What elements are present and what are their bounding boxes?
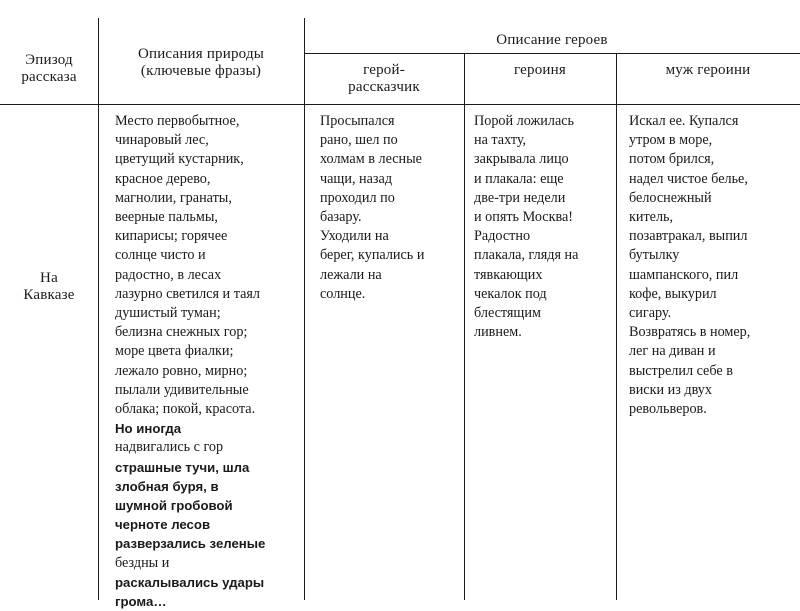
heroine-line: блестящим (474, 305, 541, 322)
husband-line: позавтракал, выпил (629, 228, 748, 245)
nature-line: чинаровый лес, (115, 132, 209, 149)
narrator-line: чащи, назад (320, 170, 393, 187)
header-nature-line1: Описания природы (137, 46, 265, 62)
narrator-line: рано, шел по (320, 132, 398, 149)
header-heroes-group: Описание героев (496, 32, 608, 48)
heroine-line: и опять Москва! (474, 209, 574, 226)
rule-col-4 (616, 54, 617, 600)
narrator-line: холмам в лесные (320, 151, 422, 168)
narrator-line: Просыпался (320, 113, 395, 129)
header-episode-line1: Эпизод (25, 52, 73, 68)
heroine-line: Радостно (474, 228, 531, 245)
rule-heroes-group (304, 53, 800, 54)
nature-line: цветущий кустарник, (115, 151, 244, 168)
husband-line: утром в море, (629, 132, 713, 149)
header-husband: муж героини (665, 62, 751, 78)
cell-nature (115, 112, 303, 611)
nature-line: разверзались зеленые (115, 536, 266, 552)
cell-episode-line2: Кавказе (23, 287, 75, 303)
husband-line: Искал ее. Купался (629, 113, 739, 129)
heroine-line: чекалок под (474, 285, 547, 302)
narrator-line: лежали на (320, 266, 382, 283)
heroine-line: две-три недели (474, 189, 566, 206)
cell-episode (0, 270, 98, 304)
header-hero-narrator (304, 62, 464, 96)
nature-line: кипарисы; горячее (115, 228, 228, 245)
header-nature-line2: (ключевые фразы) (140, 63, 262, 79)
narrator-line: базару. (320, 209, 362, 226)
nature-line: злобная буря, в (115, 478, 219, 494)
husband-line: шампанского, пил (629, 266, 739, 283)
rule-col-3 (464, 54, 465, 600)
nature-line: облака; покой, красота. (115, 401, 256, 418)
heroine-line: плакала, глядя на (474, 247, 579, 264)
nature-line: Место первобытное, (115, 113, 240, 129)
heroine-line: и плакала: еще (474, 170, 564, 187)
header-episode (0, 52, 98, 86)
husband-line: потом брился, (629, 151, 715, 168)
header-hero-narrator-line1: герой- (363, 62, 405, 78)
heroine-line: на тахту, (474, 132, 527, 149)
husband-line: сигару. (629, 305, 672, 322)
nature-line: раскалывались удары (115, 574, 265, 590)
narrator-line: берег, купались и (320, 247, 425, 264)
husband-line: лег на диван и (629, 343, 716, 360)
nature-line: красное дерево, (115, 170, 211, 187)
nature-line: веерные пальмы, (115, 209, 218, 226)
header-hero-narrator-line2: рассказчик (348, 79, 420, 95)
nature-line: пылали удивительные (115, 381, 249, 398)
nature-line: лазурно светился и таял (115, 285, 260, 302)
heroine-line: тявкающих (474, 266, 543, 283)
heroine-line: закрывала лицо (474, 151, 569, 168)
nature-line: грома… (115, 594, 167, 610)
husband-line: белоснежный (629, 189, 712, 206)
husband-line: надел чистое белье, (629, 170, 748, 187)
husband-line: кофе, выкурил (629, 285, 717, 302)
nature-line: надвигались с гор (115, 439, 224, 456)
rule-header-bottom (0, 104, 800, 105)
husband-line: Возвратясь в номер, (629, 324, 751, 341)
heroine-line: ливнем. (474, 324, 522, 341)
header-episode-line2: рассказа (21, 69, 77, 85)
nature-line: душистый туман; (115, 305, 221, 322)
nature-line: магнолии, гранаты, (115, 189, 232, 206)
rule-col-1 (98, 18, 99, 600)
nature-line: радостно, в лесах (115, 266, 222, 283)
nature-line: белизна снежных гор; (115, 324, 248, 341)
nature-line: шумной гробовой (115, 498, 233, 514)
nature-line: солнце чисто и (115, 247, 206, 264)
rule-col-2 (304, 18, 305, 600)
nature-line: Но иногда (115, 421, 182, 437)
cell-husband (629, 112, 799, 419)
husband-line: выстрелил себе в (629, 362, 733, 379)
husband-line: револьверов. (629, 401, 707, 418)
cell-episode-line1: На (40, 270, 58, 286)
nature-line: бездны и (115, 554, 170, 571)
header-heroine: героиня (514, 62, 566, 78)
narrator-line: проходил по (320, 189, 395, 206)
nature-line: черноте лесов (115, 517, 211, 533)
nature-line: страшные тучи, шла (115, 459, 250, 475)
nature-line: море цвета фиалки; (115, 343, 234, 360)
cell-heroine (474, 112, 615, 342)
husband-line: виски из двух (629, 381, 712, 398)
husband-line: китель, (629, 209, 674, 226)
heroine-line: Порой ложилась (474, 113, 575, 129)
nature-line: лежало ровно, мирно; (115, 362, 248, 379)
narrator-line: Уходили на (320, 228, 389, 245)
cell-hero-narrator (320, 112, 463, 304)
husband-line: бутылку (629, 247, 680, 264)
narrator-line: солнце. (320, 285, 366, 302)
header-nature (98, 46, 304, 80)
